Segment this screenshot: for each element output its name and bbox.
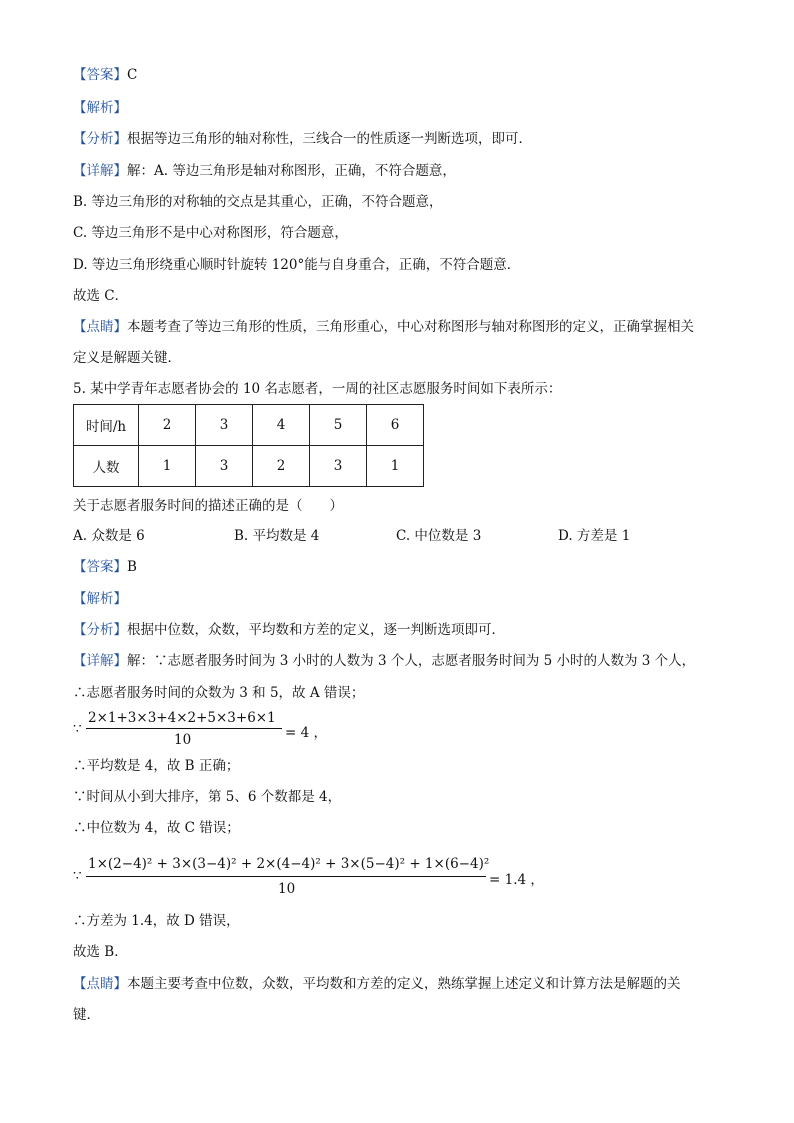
- xiangjie-line-q5: [73, 652, 695, 670]
- service-time-table: [73, 404, 424, 487]
- answer-value: C: [127, 67, 138, 83]
- table-cell: 2: [253, 446, 310, 487]
- answer-tag: 【答案】: [73, 67, 127, 83]
- xiangjie-d-q4: D. 等边三角形绕重心顺时针旋转 120°能与自身重合，正确，不符合题意．: [73, 257, 521, 273]
- fenxi-line-q5: [73, 621, 505, 639]
- dianjing-line2-q5: 键．: [73, 1007, 100, 1023]
- xiangjie-b-q4: B. 等边三角形的对称轴的交点是其重心，正确，不符合题意，: [73, 194, 443, 210]
- dianjing-text: 本题主要考查中位数，众数，平均数和方差的定义，熟练掌握上述定义和计算方法是解题的关: [127, 976, 681, 992]
- analysis-heading-q5: 【解析】: [73, 591, 127, 607]
- conclusion-q5: 故选 B．: [73, 944, 128, 960]
- xiangjie-text: 解：∵志愿者服务时间为 3 小时的人数为 3 个人，志愿者服务时间为 5 小时的人数为 3 个人，: [127, 653, 696, 669]
- xiangjie-c-q4: C. 等边三角形不是中心对称图形，符合题意，: [73, 225, 348, 241]
- option-d: D. 方差是 1: [558, 528, 631, 544]
- sort-line: ∵时间从小到大排序，第 5、6 个数都是 4，: [73, 789, 342, 805]
- dianjing-line-q5: [73, 975, 681, 993]
- table-cell: 3: [196, 405, 253, 446]
- median-line: ∴中位数为 4，故 C 错误；: [73, 820, 240, 836]
- fenxi-tag: 【分析】: [73, 131, 127, 147]
- question-5-stem: 5. 某中学青年志愿者协会的 10 名志愿者，一周的社区志愿服务时间如下表所示：: [73, 381, 562, 397]
- mean-conclusion: ∴平均数是 4，故 B 正确；: [73, 758, 240, 774]
- dianjing-line-q4: [73, 318, 694, 336]
- because-symbol: ∵: [73, 868, 82, 884]
- xiangjie-line-q4: [73, 162, 456, 180]
- fenxi-text: 根据中位数，众数，平均数和方差的定义，逐一判断选项即可．: [127, 622, 505, 638]
- fenxi-tag: 【分析】: [73, 622, 127, 638]
- table-cell: 时间/h: [74, 405, 139, 446]
- mean-fraction-bar: [86, 728, 282, 729]
- answer-line-q4: [73, 66, 137, 84]
- option-c: C. 中位数是 3: [396, 528, 482, 544]
- mode-line: ∴志愿者服务时间的众数为 3 和 5，故 A 错误；: [73, 685, 365, 701]
- table-cell: 3: [310, 446, 367, 487]
- table-cell: 5: [310, 405, 367, 446]
- question-5-ask: 关于志愿者服务时间的描述正确的是（ ）: [73, 498, 343, 514]
- conclusion-q4: 故选 C．: [73, 288, 129, 304]
- variance-numerator: 1×(2−4)² + 3×(3−4)² + 2×(4−4)² + 3×(5−4)² + 1×(6−4)²: [88, 856, 490, 872]
- mean-denominator: 10: [174, 732, 192, 748]
- because-symbol: ∵: [73, 721, 82, 737]
- dianjing-tag: 【点睛】: [73, 319, 127, 335]
- variance-result: = 1.4 ，: [489, 872, 544, 888]
- table-cell: 4: [253, 405, 310, 446]
- table-row: [74, 405, 424, 446]
- variance-fraction-bar: [86, 876, 486, 877]
- xiangjie-tag: 【详解】: [73, 653, 127, 669]
- variance-denominator: 10: [278, 881, 296, 897]
- table-cell: 2: [139, 405, 196, 446]
- xiangjie-text: 解：A. 等边三角形是轴对称图形，正确，不符合题意，: [127, 163, 456, 179]
- answer-tag: 【答案】: [73, 559, 127, 575]
- mean-result: = 4 ，: [285, 725, 327, 741]
- answer-value: B: [127, 559, 137, 575]
- xiangjie-tag: 【详解】: [73, 163, 127, 179]
- dianjing-text: 本题考查了等边三角形的性质，三角形重心，中心对称图形与轴对称图形的定义，正确掌握相关: [127, 319, 694, 335]
- dianjing-tag: 【点睛】: [73, 976, 127, 992]
- table-cell: 1: [367, 446, 424, 487]
- analysis-heading-q4: 【解析】: [73, 100, 127, 116]
- option-a: A. 众数是 6: [73, 528, 145, 544]
- mean-numerator: 2×1+3×3+4×2+5×3+6×1: [88, 710, 276, 726]
- option-b: B. 平均数是 4: [234, 528, 320, 544]
- variance-conclusion: ∴方差为 1.4，故 D 错误，: [73, 913, 240, 929]
- table-row: [74, 446, 424, 487]
- table-cell: 6: [367, 405, 424, 446]
- table-cell: 1: [139, 446, 196, 487]
- table-cell: 人数: [74, 446, 139, 487]
- fenxi-line-q4: [73, 130, 532, 148]
- dianjing-line2-q4: 定义是解题关键．: [73, 350, 181, 366]
- table-cell: 3: [196, 446, 253, 487]
- fenxi-text: 根据等边三角形的轴对称性，三线合一的性质逐一判断选项，即可．: [127, 131, 532, 147]
- answer-line-q5: [73, 558, 137, 576]
